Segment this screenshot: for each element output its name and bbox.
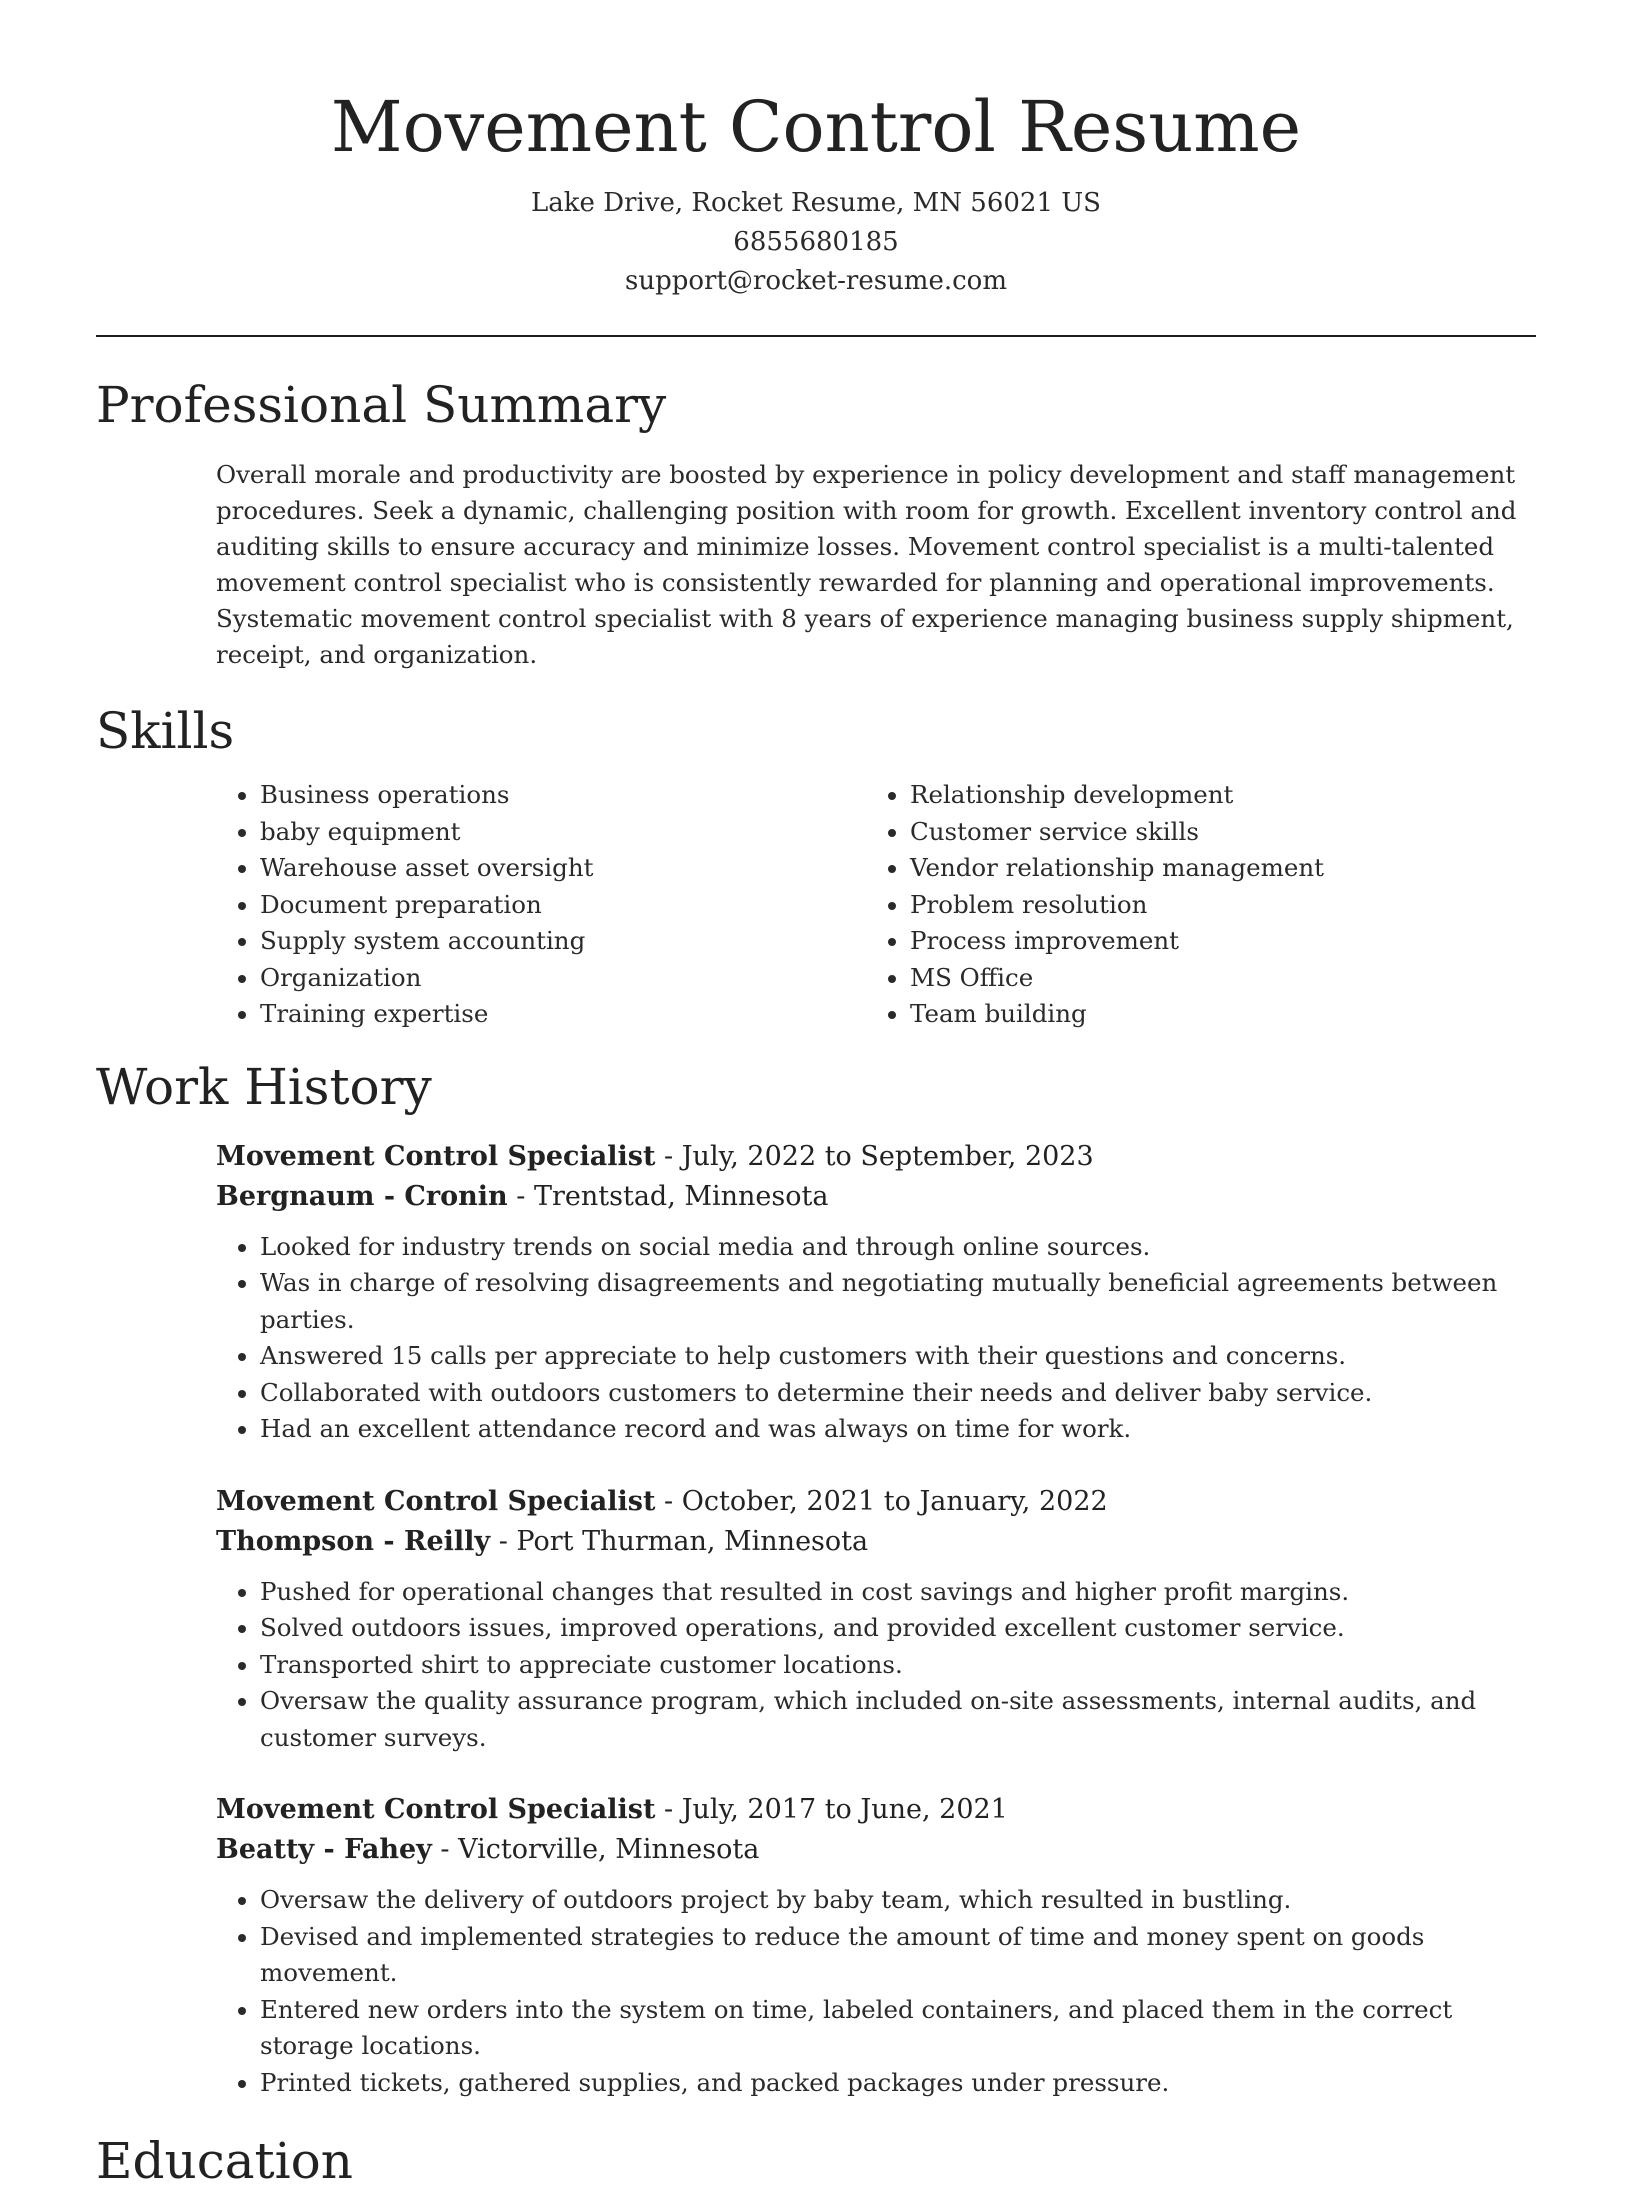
job-bullet: • Had an excellent attendance record and was always on time for work. (260, 1411, 1536, 1448)
job-entry (216, 1482, 1536, 1757)
job-bullets (216, 1574, 1536, 1757)
skill-item: • baby equipment (260, 814, 866, 851)
skill-item: • MS Office (910, 960, 1516, 997)
resume-header (96, 0, 1536, 301)
job-company-line (216, 1830, 1536, 1870)
job-bullet: • Devised and implemented strategies to reduce the amount of time and money spent on goods movement. (260, 1919, 1536, 1992)
job-title: Movement Control Specialist (216, 1485, 656, 1517)
job-company: Bergnaum - Cronin (216, 1180, 508, 1212)
job-bullet: • Printed tickets, gathered supplies, and packed packages under pressure. (260, 2065, 1536, 2102)
resume-page (96, 0, 1536, 2193)
job-bullet: • Solved outdoors issues, improved operations, and provided excellent customer service. (260, 1610, 1536, 1647)
job-company: Beatty - Fahey (216, 1834, 432, 1865)
job-title-line (216, 1790, 1536, 1830)
summary-text: Overall morale and productivity are boosted by experience in policy development and staff management procedures. Seek a dynamic, challenging position with room for growth. Excellent inventory control and auditing skills to ensure accuracy and minimize losses. Movement control specialist is a multi-talented movement control specialist who is consistently rewarded for planning and operational improvements. Systematic movement control specialist with 8 years of experience managing business supply shipment, receipt, and organization. (216, 460, 1517, 669)
skills-list (216, 777, 1536, 1033)
job-company-line (216, 1177, 1536, 1217)
skill-item: • Team building (910, 996, 1516, 1033)
skill-item: • Relationship development (910, 777, 1516, 814)
skill-item: • Training expertise (260, 996, 866, 1033)
skill-item: • Organization (260, 960, 866, 997)
job-bullet: • Pushed for operational changes that resulted in cost savings and higher profit margins. (260, 1574, 1536, 1611)
job-bullet: • Transported shirt to appreciate customer locations. (260, 1647, 1536, 1684)
contact-info (96, 184, 1536, 301)
job-entry (216, 1137, 1536, 1448)
job-location: - Trentstad, Minnesota (507, 1180, 829, 1212)
contact-phone: 6855680185 (733, 227, 899, 257)
skills-heading: Skills (96, 702, 235, 760)
job-title-line (216, 1482, 1536, 1522)
skill-item: • Vendor relationship management (910, 850, 1516, 887)
job-bullet: • Looked for industry trends on social media and through online sources. (260, 1229, 1536, 1266)
job-dates: - October, 2021 to January, 2022 (655, 1485, 1108, 1517)
skill-item: • Document preparation (260, 887, 866, 924)
skill-item: • Supply system accounting (260, 923, 866, 960)
job-bullets (216, 1229, 1536, 1448)
job-company-line (216, 1522, 1536, 1562)
skills-column-right (866, 777, 1516, 1033)
skill-item: • Problem resolution (910, 887, 1516, 924)
job-location: - Port Thurman, Minnesota (490, 1525, 869, 1557)
job-title: Movement Control Specialist (216, 1140, 656, 1172)
work-history-heading: Work History (96, 1057, 432, 1116)
skill-item: • Warehouse asset oversight (260, 850, 866, 887)
header-divider (96, 335, 1536, 337)
job-bullet: • Collaborated with outdoors customers to determine their needs and deliver baby service. (260, 1375, 1536, 1412)
skill-item: • Process improvement (910, 923, 1516, 960)
skill-item: • Customer service skills (910, 814, 1516, 851)
job-bullet: • Was in charge of resolving disagreements and negotiating mutually beneficial agreements between parties. (260, 1265, 1536, 1338)
contact-address: Lake Drive, Rocket Resume, MN 56021 US (531, 188, 1101, 218)
job-company: Thompson - Reilly (216, 1525, 491, 1557)
job-title-line (216, 1137, 1536, 1177)
job-dates: - July, 2022 to September, 2023 (655, 1140, 1094, 1172)
resume-title: Movement Control Resume (330, 86, 1302, 168)
summary-heading: Professional Summary (96, 376, 667, 434)
job-bullet: • Oversaw the quality assurance program, which included on-site assessments, internal audits, and customer surveys. (260, 1683, 1536, 1756)
job-title: Movement Control Specialist (216, 1794, 656, 1825)
job-dates: - July, 2017 to June, 2021 (655, 1794, 1008, 1825)
job-entry (216, 1790, 1536, 2101)
skills-column-left (216, 777, 866, 1033)
education-heading: Education (96, 2132, 353, 2190)
contact-email: support@rocket-resume.com (624, 266, 1007, 296)
job-bullets (216, 1882, 1536, 2101)
job-bullet: • Oversaw the delivery of outdoors project by baby team, which resulted in bustling. (260, 1882, 1536, 1919)
job-bullet: • Answered 15 calls per appreciate to help customers with their questions and concerns. (260, 1338, 1536, 1375)
job-location: - Victorville, Minnesota (431, 1834, 760, 1865)
skill-item: • Business operations (260, 777, 866, 814)
job-bullet: • Entered new orders into the system on time, labeled containers, and placed them in the correct storage locations. (260, 1992, 1536, 2065)
